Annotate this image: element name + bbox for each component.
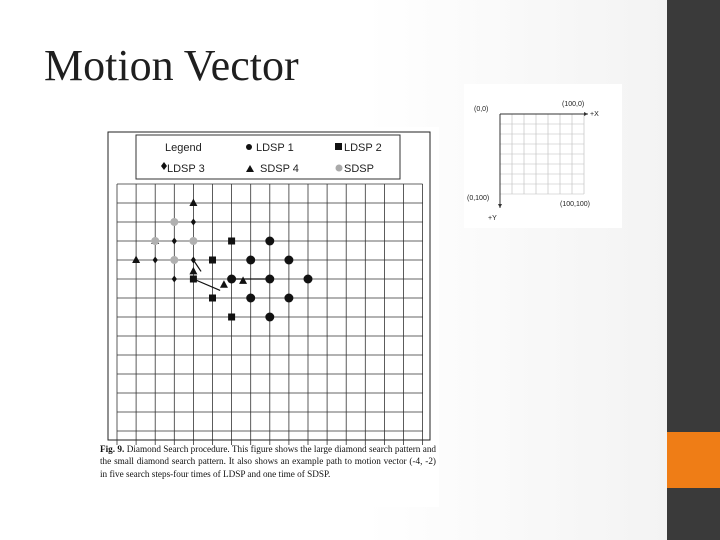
top-right-label: (100,0) (562, 101, 585, 108)
search-point-sdsp (151, 237, 159, 245)
legend-label-5: SDSP (344, 163, 374, 175)
coordinate-system-svg (464, 84, 622, 228)
search-point-ldsp-1 (284, 294, 293, 303)
origin-label: (0,0) (474, 106, 489, 113)
coordinate-grid (500, 114, 584, 194)
legend-title: Legend (165, 142, 202, 154)
search-point-ldsp-2 (209, 257, 216, 264)
legend-marker-square-black (335, 143, 342, 150)
sidebar-accent (667, 432, 720, 488)
search-point-ldsp-2 (228, 314, 235, 321)
search-point-sdsp (189, 237, 197, 245)
search-point-ldsp-2 (228, 238, 235, 245)
caption-fig-number: Fig. 9. (100, 444, 125, 454)
legend-label-2: LDSP 2 (344, 142, 382, 154)
x-arrow-icon (584, 112, 588, 116)
bottom-right-label: (100,100) (560, 201, 590, 208)
y-arrow-icon (498, 204, 502, 208)
caption-text: This figure shows the large diamond search pattern and the small diamond search pattern. It also shows an example path to motion vector (-4, -2) in five search steps-four times of LDSP and one time of SDSP. (100, 444, 437, 479)
search-point-ldsp-1 (265, 237, 274, 246)
search-point-ldsp-1 (246, 294, 255, 303)
bottom-left-label: (0,100) (467, 195, 490, 202)
search-point-ldsp-1 (227, 275, 236, 284)
legend-label-4: SDSP 4 (260, 163, 299, 175)
legend-label-1: LDSP 1 (256, 142, 294, 154)
figure-grid-svg (103, 127, 439, 445)
search-point-ldsp-1 (304, 275, 313, 284)
search-point-ldsp-1 (284, 256, 293, 265)
search-point-ldsp-1 (265, 275, 274, 284)
search-point-sdsp (170, 256, 178, 264)
search-point-ldsp-2 (190, 276, 197, 283)
search-point-ldsp-2 (209, 295, 216, 302)
caption-fig-title: Diamond Search procedure. (126, 444, 230, 454)
search-point-ldsp-1 (265, 313, 274, 322)
slide-title: Motion Vector (44, 41, 299, 90)
coordinate-system-diagram (464, 84, 622, 228)
search-point-ldsp-1 (246, 256, 255, 265)
legend-marker-circle-gray (336, 165, 343, 172)
figure-caption (100, 443, 436, 480)
legend-label-3: LDSP 3 (167, 163, 205, 175)
search-point-sdsp (170, 218, 178, 226)
y-axis-label: +Y (488, 215, 497, 222)
x-axis-label: +X (590, 111, 599, 118)
legend-marker-circle-black (246, 144, 252, 150)
